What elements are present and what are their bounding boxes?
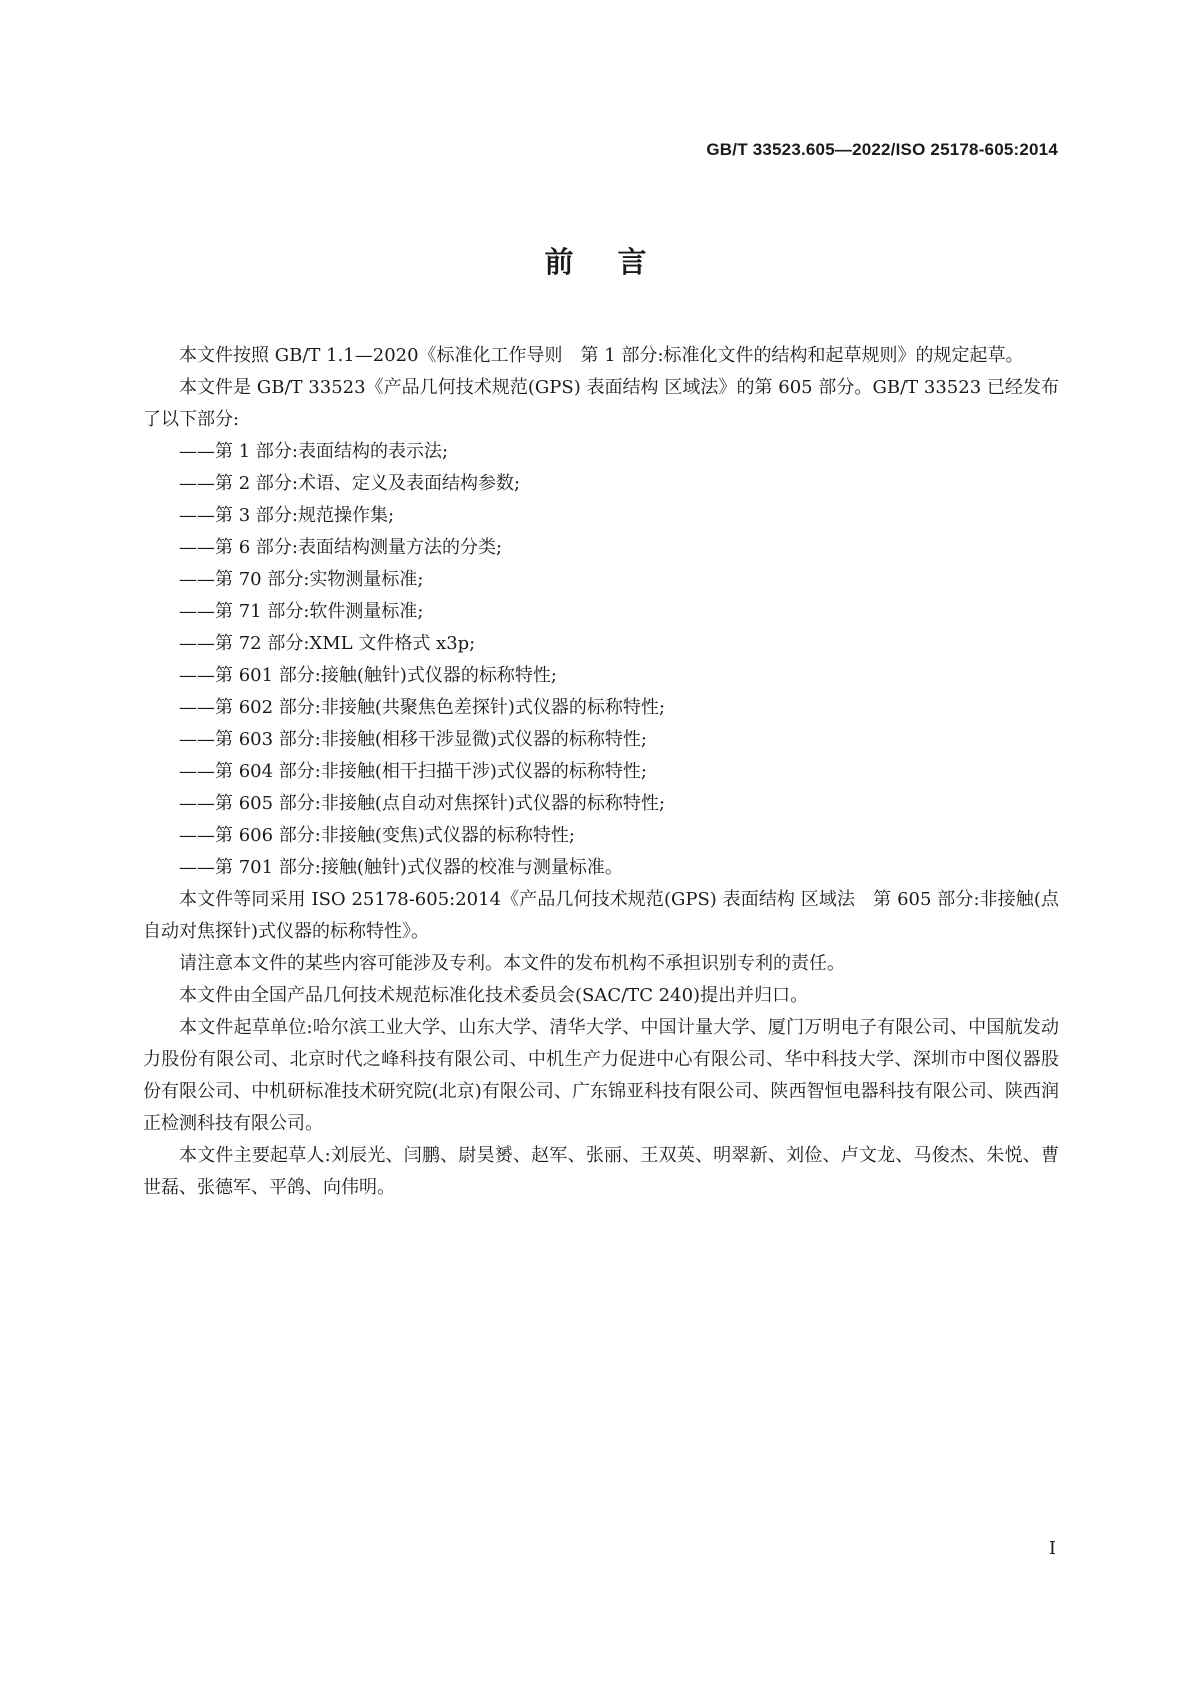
list-item: ——第 601 部分:接触(触针)式仪器的标称特性;	[179, 665, 557, 686]
paragraph-drafting-rules: 本文件按照 GB/T 1.1—2020《标准化工作导则 第 1 部分:标准化文件的结构和起草规则》的规定起草。	[179, 345, 1024, 366]
list-item: ——第 6 部分:表面结构测量方法的分类;	[179, 537, 503, 558]
list-item: ——第 2 部分:术语、定义及表面结构参数;	[179, 473, 521, 494]
list-item: ——第 605 部分:非接触(点自动对焦探针)式仪器的标称特性;	[179, 793, 665, 814]
list-item: ——第 602 部分:非接触(共聚焦色差探针)式仪器的标称特性;	[179, 697, 665, 718]
list-item: ——第 70 部分:实物测量标准;	[179, 569, 424, 590]
list-item: ——第 606 部分:非接触(变焦)式仪器的标称特性;	[179, 825, 575, 846]
paragraph-drafters: 本文件主要起草人:刘辰光、闫鹏、尉昊赟、赵军、张丽、王双英、明翠新、刘俭、卢文龙、马俊杰、朱悦、曹世磊、张德军、平鸽、向伟明。	[143, 1145, 1059, 1198]
paragraph-series-intro: 本文件是 GB/T 33523《产品几何技术规范(GPS) 表面结构 区域法》的第 605 部分。GB/T 33523 已经发布了以下部分:	[143, 377, 1059, 430]
parts-list	[143, 436, 1059, 884]
list-item: ——第 71 部分:软件测量标准;	[179, 601, 424, 622]
standard-code: GB/T 33523.605—2022/ISO 25178-605:2014	[706, 140, 1058, 159]
page-number: I	[1048, 1538, 1056, 1559]
page-title: 前言	[544, 245, 691, 279]
paragraph-drafting-units: 本文件起草单位:哈尔滨工业大学、山东大学、清华大学、中国计量大学、厦门万明电子有限公司、中国航发动力股份有限公司、北京时代之峰科技有限公司、中机生产力促进中心有限公司、华中科技大学、深圳市中图仪器股份有限公司、中机研标准技术研究院(北京)有限公司、广东锦亚科技有限公司、陕西智恒电器科技有限公司、陕西润正检测科技有限公司。	[143, 1017, 1059, 1134]
list-item: ——第 603 部分:非接触(相移干涉显微)式仪器的标称特性;	[179, 729, 647, 750]
list-item: ——第 72 部分:XML 文件格式 x3p;	[179, 633, 476, 654]
list-item: ——第 701 部分:接触(触针)式仪器的校准与测量标准。	[179, 857, 623, 878]
paragraph-patent-notice: 请注意本文件的某些内容可能涉及专利。本文件的发布机构不承担识别专利的责任。	[179, 953, 845, 974]
list-item: ——第 604 部分:非接触(相干扫描干涉)式仪器的标称特性;	[179, 761, 647, 782]
paragraph-committee: 本文件由全国产品几何技术规范标准化技术委员会(SAC/TC 240)提出并归口。	[179, 985, 809, 1006]
paragraph-iso-equivalence: 本文件等同采用 ISO 25178-605:2014《产品几何技术规范(GPS) 表面结构 区域法 第 605 部分:非接触(点自动对焦探针)式仪器的标称特性》。	[143, 889, 1059, 942]
foreword-body	[143, 340, 1059, 1204]
list-item: ——第 3 部分:规范操作集;	[179, 505, 395, 526]
list-item: ——第 1 部分:表面结构的表示法;	[179, 441, 449, 462]
